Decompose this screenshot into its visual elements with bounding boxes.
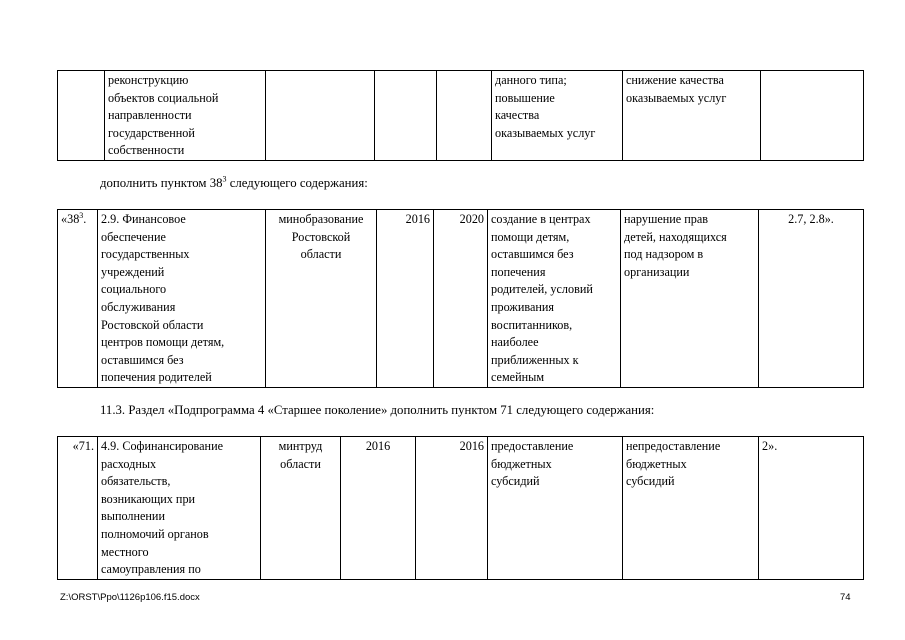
cell-name: 4.9. Софинансирование расходных обязательств, возникающих при выполнении полномочий органов местного самоуправления по [98,437,261,580]
cell-executor: минтруд области [261,437,341,580]
table-continuation [57,70,864,161]
num-sup: 3 [79,210,84,220]
cell-link: 2». [759,437,864,580]
para-text-after: следующего содержания: [226,176,368,190]
cell-end: 2016 [416,437,488,580]
footer-page-number: 74 [840,592,851,603]
footer-file-path: Z:\ORST\Ppo\1126p106.f15.docx [60,592,200,603]
cell-link [761,71,864,161]
cell-start [375,71,437,161]
paragraph-section-11-3 [100,403,654,418]
cell-consequences: снижение качества оказываемых услуг [623,71,761,161]
cell-consequences: нарушение прав детей, находящихся под надзором в организации [621,210,759,388]
para-text: 11.3. Раздел «Подпрограмма 4 «Старшее поколение» дополнить пунктом 71 следующего содержания: [100,403,655,417]
cell-num [58,210,98,388]
cell-consequences: непредоставление бюджетных субсидий [623,437,759,580]
para-sup: 3 [222,174,227,184]
table-row [58,71,864,161]
cell-executor [266,71,375,161]
para-text: дополнить пунктом 38 [100,176,223,190]
cell-result: данного типа; повышение качества оказываемых услуг [492,71,623,161]
cell-end: 2020 [434,210,488,388]
cell-start: 2016 [341,437,416,580]
paragraph-add-item-38-3 [100,176,368,191]
table-item-71 [57,436,864,580]
table-row [58,210,864,388]
cell-start: 2016 [377,210,434,388]
cell-name: реконструкцию объектов социальной направленности государственной собственности [105,71,266,161]
cell-link: 2.7, 2.8». [759,210,864,388]
num-text: «38 [61,212,80,226]
table-row [58,437,864,580]
cell-num: «71. [58,437,98,580]
cell-result: предоставление бюджетных субсидий [488,437,623,580]
table-item-38-3 [57,209,864,388]
cell-name: 2.9. Финансовое обеспечение государственных учреждений социального обслуживания Ростовской области центров помощи детям, оставшимся без попечения родителей [98,210,266,388]
num-after: . [83,212,87,226]
cell-num [58,71,105,161]
cell-end [437,71,492,161]
cell-result: создание в центрах помощи детям, оставшимся без попечения родителей, условий проживания воспитанников, наиболее приближенных к семейным [488,210,621,388]
cell-executor: минобразование Ростовской области [266,210,377,388]
